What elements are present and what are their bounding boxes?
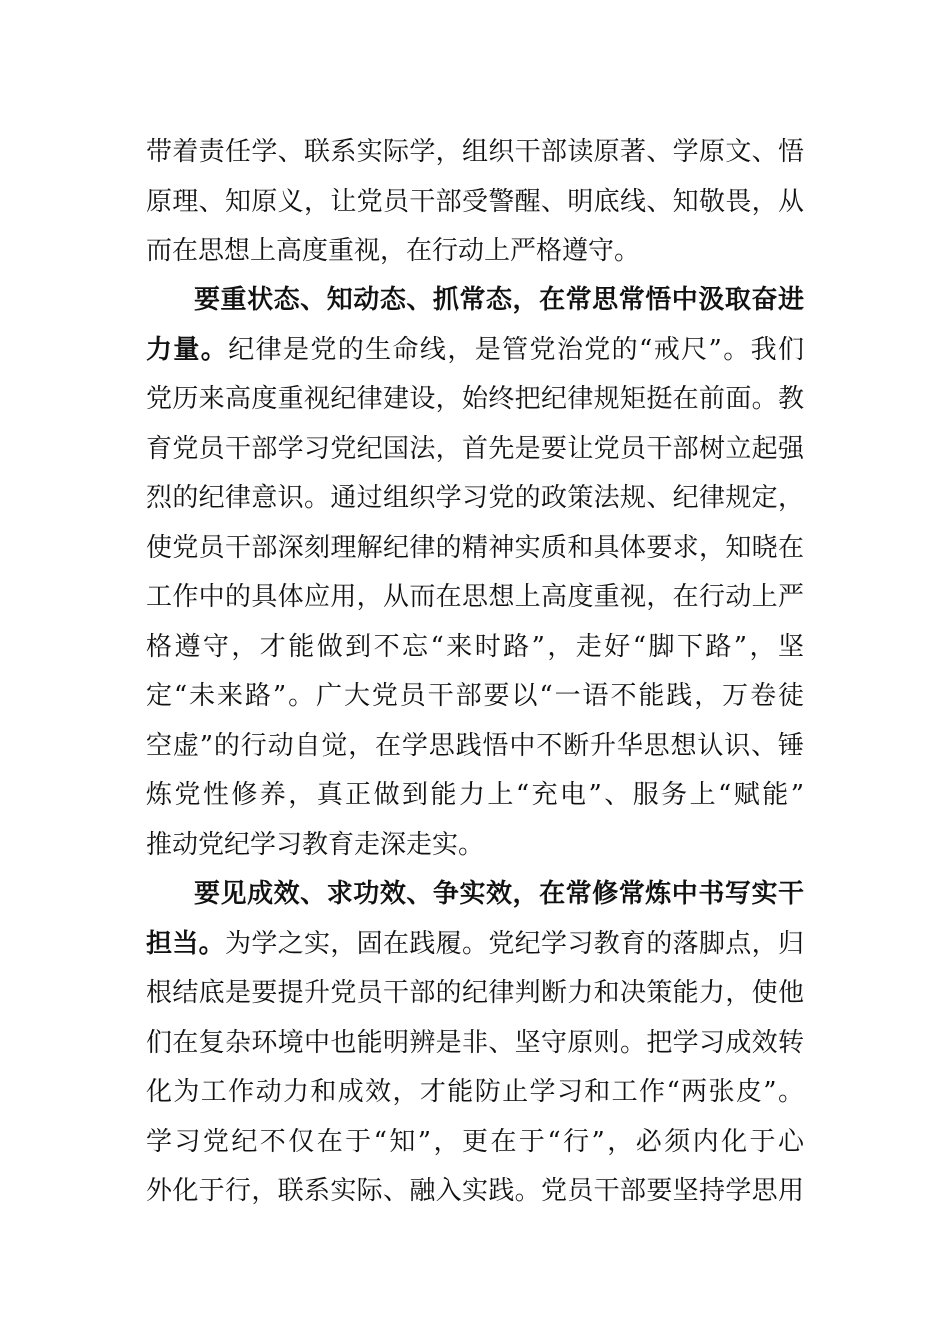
text-line [146, 919, 804, 969]
paragraph-heading: 要见成效、求功效、争实效，在常修常炼中书写实干 [194, 879, 804, 909]
paragraph-heading: 要重状态、知动态、抓常态，在常思常悟中汲取奋进 [194, 285, 804, 315]
line-text: 推动党纪学习教育走深走实。 [146, 830, 485, 860]
line-text: 而在思想上高度重视，在行动上严格遵守。 [146, 236, 641, 266]
line-text: 烈的纪律意识。通过组织学习党的政策法规、纪律规定， [146, 483, 804, 513]
text-line [146, 770, 804, 820]
line-text: 根结底是要提升党员干部的纪律判断力和决策能力，使他 [146, 978, 804, 1008]
text-line [146, 968, 804, 1018]
line-text: 纪律是党的生命线，是管党治党的“戒尺”。我们 [228, 335, 804, 365]
line-text: 炼党性修养，真正做到能力上“充电”、服务上“赋能” [146, 780, 804, 810]
text-line [146, 622, 804, 672]
line-text: 化为工作动力和成效，才能防止学习和工作“两张皮”。 [146, 1077, 804, 1107]
line-text: 带着责任学、联系实际学，组织干部读原著、学原文、悟 [146, 137, 804, 167]
text-line [146, 325, 804, 375]
text-line [194, 869, 804, 919]
text-line [146, 820, 804, 870]
text-line [194, 275, 804, 325]
text-line [146, 1018, 804, 1068]
text-line [146, 1166, 804, 1216]
line-text: 为学之实，固在践履。党纪学习教育的落脚点，归 [225, 929, 804, 959]
line-text: 格遵守，才能做到不忘“来时路”，走好“脚下路”，坚 [146, 632, 804, 662]
text-line [146, 1067, 804, 1117]
line-text: 空虚”的行动自觉，在学思践悟中不断升华思想认识、锤 [146, 731, 804, 761]
text-line [146, 523, 804, 573]
line-text: 使党员干部深刻理解纪律的精神实质和具体要求，知晓在 [146, 533, 804, 563]
text-line [146, 473, 804, 523]
line-text: 党历来高度重视纪律建设，始终把纪律规矩挺在前面。教 [146, 384, 804, 414]
text-line [146, 226, 804, 276]
line-text: 原理、知原义，让党员干部受警醒、明底线、知敬畏，从 [146, 187, 804, 217]
text-line [146, 424, 804, 474]
text-line [146, 374, 804, 424]
paragraph-heading: 担当。 [146, 929, 225, 959]
text-line [146, 1117, 804, 1167]
line-text: 们在复杂环境中也能明辨是非、坚守原则。把学习成效转 [146, 1028, 804, 1058]
line-text: 育党员干部学习党纪国法，首先是要让党员干部树立起强 [146, 434, 804, 464]
line-text: 定“未来路”。广大党员干部要以“一语不能践，万卷徒 [146, 681, 804, 711]
line-text: 工作中的具体应用，从而在思想上高度重视，在行动上严 [146, 582, 804, 612]
text-line [146, 572, 804, 622]
text-line [146, 671, 804, 721]
line-text: 学习党纪不仅在于“知”，更在于“行”，必须内化于心 [146, 1127, 804, 1157]
line-text: 外化于行，联系实际、融入实践。党员干部要坚持学思用 [146, 1176, 804, 1206]
paragraph-heading: 力量。 [146, 335, 229, 365]
text-line [146, 177, 804, 227]
text-line [146, 127, 804, 177]
text-line [146, 721, 804, 771]
